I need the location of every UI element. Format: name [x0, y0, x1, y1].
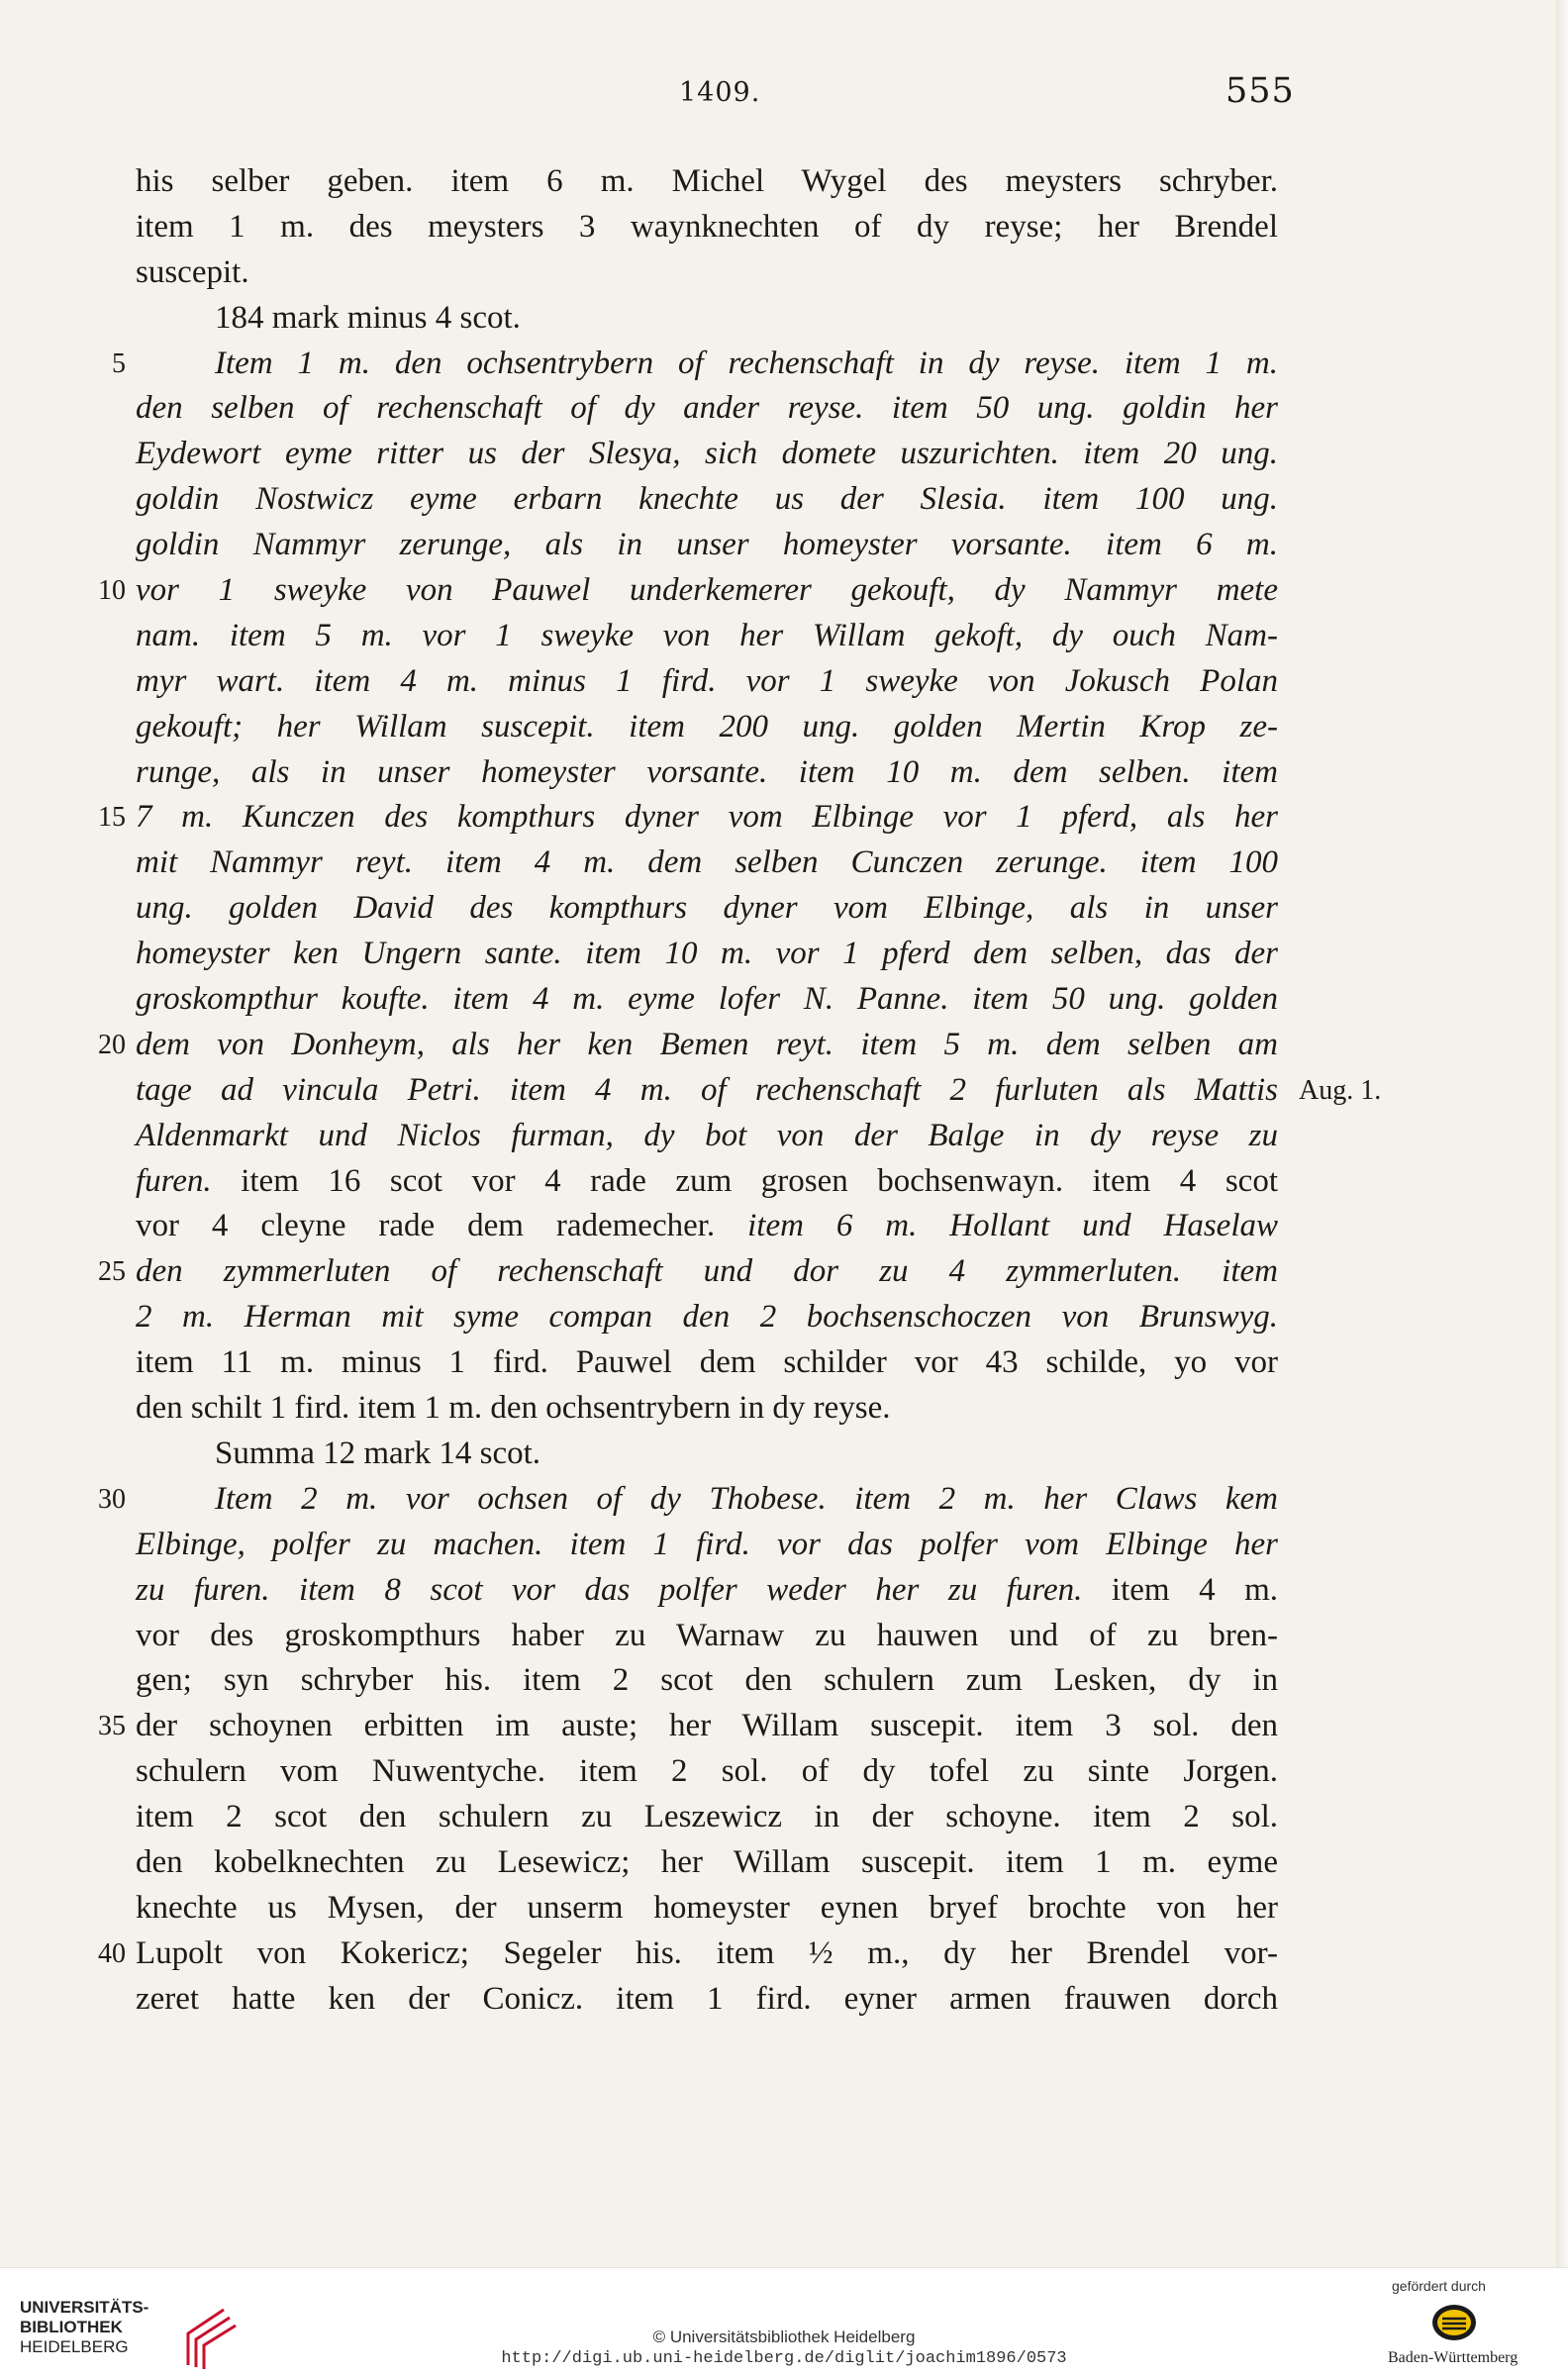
line-text: 184 mark minus 4 scot. — [215, 299, 521, 336]
page-number: 555 — [1225, 71, 1295, 111]
line-text: knechte us Mysen, der unserm homeyster eynen bryef brochte von her — [136, 1889, 1278, 1926]
text-line — [136, 1432, 1278, 1477]
text-line — [136, 614, 1278, 659]
line-number: 40 — [98, 1937, 126, 1969]
line-text: goldin Nammyr zerunge, als in unser homeyster vorsante. item 6 m. — [136, 527, 1278, 563]
line-text: vor 4 cleyne rade dem rademecher. item 6 m. Hollant und Haselaw — [136, 1208, 1279, 1244]
text-line — [136, 1614, 1278, 1659]
state-coat-of-arms-icon[interactable] — [1429, 2298, 1479, 2347]
line-text: furen. item 16 scot vor 4 rade zum grosen bochsenwayn. item 4 scot — [136, 1162, 1278, 1199]
text-line — [98, 1477, 1278, 1523]
text-line — [136, 1114, 1278, 1159]
library-line-2: BIBLIOTHEK — [20, 2318, 123, 2336]
line-text: zu furen. item 8 scot vor das polfer weder her zu furen. item 4 m. — [136, 1571, 1278, 1608]
text-line — [98, 568, 1278, 614]
line-text: der schoynen erbitten im auste; her Willam suscepit. item 3 sol. den — [136, 1708, 1278, 1744]
running-head — [0, 71, 1568, 111]
line-text: goldin Nostwicz eyme erbarn knechte us der Slesia. item 100 ung. — [136, 481, 1278, 518]
line-number: 5 — [112, 347, 126, 379]
text-line — [112, 342, 1278, 387]
text-line — [136, 1749, 1278, 1795]
text-line — [136, 1658, 1278, 1704]
text-line — [136, 932, 1278, 977]
line-number: 15 — [98, 802, 126, 834]
line-text: dem von Donheym, als her ken Bemen reyt. item 5 m. dem selben am — [136, 1026, 1278, 1062]
line-text: groskompthur koufte. item 4 m. eyme lofer N. Panne. item 50 ung. golden — [136, 981, 1278, 1018]
line-text: Lupolt von Kokericz; Segeler his. item ½ m., dy her Brendel vor- — [136, 1934, 1278, 1971]
line-number: 30 — [98, 1483, 126, 1515]
library-line-1: UNIVERSITÄTS- — [20, 2298, 149, 2317]
text-line — [136, 1340, 1278, 1386]
line-text: den zymmerluten of rechenschaft und dor zu 4 zymmerluten. item — [136, 1253, 1278, 1290]
line-text: gekouft; her Willam suscepit. item 200 ung. golden Mertin Krop ze- — [136, 708, 1278, 744]
line-number: 10 — [98, 575, 126, 607]
text-line — [136, 1795, 1278, 1840]
text-line — [98, 1023, 1278, 1068]
sponsor-name: Baden-Württemberg — [1388, 2349, 1519, 2366]
body-text — [98, 159, 1382, 2023]
line-text: ung. golden David des kompthurs dyner vom Elbinge, als in unser — [136, 890, 1278, 927]
text-line — [136, 296, 1278, 342]
text-line — [136, 977, 1278, 1023]
line-text: Eydewort eyme ritter us der Slesya, sich domete uszurichten. item 20 ung. — [136, 436, 1278, 472]
line-text: homeyster ken Ungern sante. item 10 m. vor 1 pferd dem selben, das der — [136, 936, 1278, 972]
line-text: 2 m. Herman mit syme compan den 2 bochsenschoczen von Brunswyg. — [136, 1299, 1278, 1336]
text-line — [136, 841, 1278, 886]
line-text: myr wart. item 4 m. minus 1 fird. vor 1 sweyke von Jokusch Polan — [136, 662, 1278, 699]
line-text: schulern vom Nuwentyche. item 2 sol. of dy tofel zu sinte Jorgen. — [136, 1753, 1278, 1790]
line-text: Elbinge, polfer zu machen. item 1 fird. vor das polfer vom Elbinge her — [136, 1526, 1278, 1562]
line-text: den selben of rechenschaft of dy ander reyse. item 50 ung. goldin her — [136, 390, 1278, 427]
text-line — [136, 1068, 1382, 1114]
line-text: runge, als in unser homeyster vorsante. item 10 m. dem selben. item — [136, 753, 1278, 790]
line-number: 20 — [98, 1029, 126, 1060]
text-line — [136, 159, 1278, 205]
line-text: item 2 scot den schulern zu Leszewicz in der schoyne. item 2 sol. — [136, 1799, 1278, 1835]
library-line-3: HEIDELBERG — [20, 2337, 129, 2356]
text-line — [136, 750, 1278, 796]
text-line — [136, 1840, 1278, 1886]
text-line — [136, 250, 1278, 296]
line-text: vor 1 sweyke von Pauwel underkemerer gekouft, dy Nammyr mete — [136, 572, 1278, 609]
text-line — [136, 1886, 1278, 1931]
line-text: Summa 12 mark 14 scot. — [215, 1435, 541, 1471]
text-line — [136, 205, 1278, 250]
line-text: vor des groskompthurs haber zu Warnaw zu hauwen und of zu bren- — [136, 1617, 1278, 1653]
text-line — [136, 705, 1278, 750]
line-text: Item 2 m. vor ochsen of dy Thobese. item 2 m. her Claws kem — [215, 1480, 1278, 1517]
line-text: tage ad vincula Petri. item 4 m. of rechenschaft 2 furluten als Mattis — [136, 1071, 1278, 1108]
footer-bar — [0, 2267, 1568, 2377]
scan-edge — [1556, 0, 1568, 2267]
text-line — [136, 1159, 1278, 1205]
line-text: Item 1 m. den ochsentrybern of rechenschaft in dy reyse. item 1 m. — [215, 345, 1278, 381]
line-number: 25 — [98, 1256, 126, 1288]
text-line — [136, 477, 1278, 523]
text-line — [136, 1386, 1278, 1432]
sponsor-label: gefördert durch — [1392, 2278, 1486, 2294]
running-head-year: 1409. — [679, 77, 761, 108]
text-line — [98, 1704, 1278, 1749]
text-line — [136, 432, 1278, 477]
margin-date-note: Aug. 1. — [1299, 1074, 1382, 1106]
line-text: 7 m. Kunczen des kompthurs dyner vom Elbinge vor 1 pferd, als her — [136, 799, 1278, 836]
permalink-url[interactable]: http://digi.ub.uni-heidelberg.de/diglit/joachim1896/0573 — [501, 2349, 1067, 2368]
line-text: item 11 m. minus 1 fird. Pauwel dem schilder vor 43 schilde, yo vor — [136, 1344, 1278, 1381]
line-text: suscepit. — [136, 253, 249, 290]
text-line — [136, 1204, 1278, 1249]
text-line — [136, 1295, 1278, 1340]
line-text: gen; syn schryber his. item 2 scot den schulern zum Lesken, dy in — [136, 1662, 1278, 1699]
line-text: item 1 m. des meysters 3 waynknechten of dy reyse; her Brendel — [136, 208, 1278, 245]
text-line — [98, 1931, 1278, 1977]
text-line — [136, 523, 1278, 568]
text-line — [136, 1568, 1278, 1614]
text-line — [98, 1249, 1278, 1295]
line-number: 35 — [98, 1711, 126, 1742]
line-text: nam. item 5 m. vor 1 sweyke von her Willam gekoft, dy ouch Nam- — [136, 617, 1278, 653]
line-text: den schilt 1 fird. item 1 m. den ochsentrybern in dy reyse. — [136, 1390, 891, 1427]
line-text: den kobelknechten zu Lesewicz; her Willam suscepit. item 1 m. eyme — [136, 1843, 1278, 1880]
line-text: mit Nammyr reyt. item 4 m. dem selben Cunczen zerunge. item 100 — [136, 844, 1278, 881]
text-line — [98, 795, 1278, 841]
copyright-notice: © Universitätsbibliothek Heidelberg — [652, 2327, 916, 2346]
text-line — [136, 1523, 1278, 1568]
line-text: zeret hatte ken der Conicz. item 1 fird. eyner armen frauwen dorch — [136, 1980, 1278, 2017]
text-line — [136, 386, 1278, 432]
line-text: his selber geben. item 6 m. Michel Wygel des meysters schryber. — [136, 163, 1278, 199]
text-line — [136, 886, 1278, 932]
text-line — [136, 1977, 1278, 2023]
line-text: Aldenmarkt und Niclos furman, dy bot von der Balge in dy reyse zu — [136, 1117, 1278, 1153]
text-line — [136, 659, 1278, 705]
